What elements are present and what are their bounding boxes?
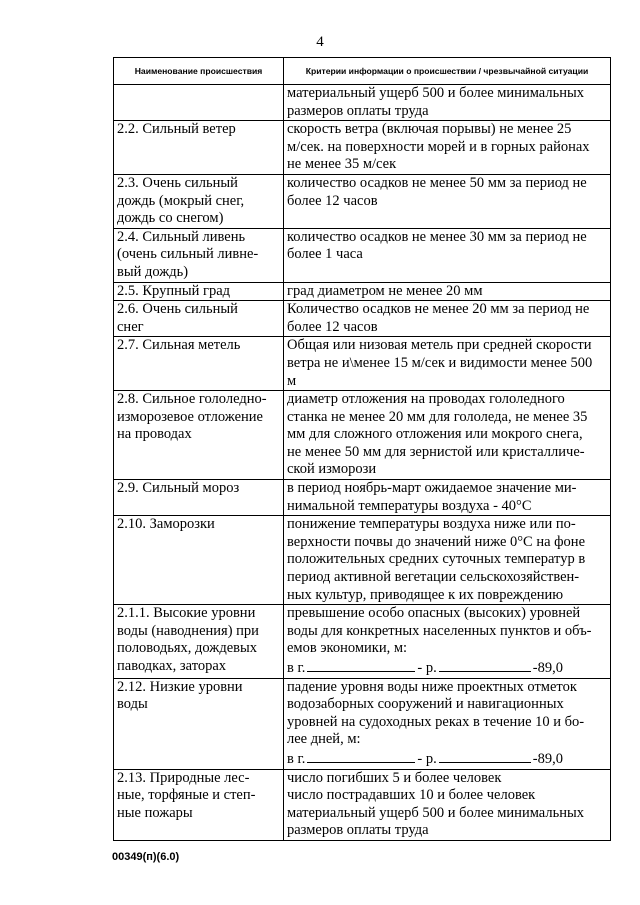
document-code: 00349(п)(6.0)	[112, 851, 180, 863]
incident-name-line: 2.7. Сильная метель	[117, 337, 241, 354]
criteria-cell	[284, 121, 611, 175]
city-blank	[307, 658, 415, 672]
criteria-cell	[284, 301, 611, 337]
table-row	[114, 174, 611, 228]
criteria-line: уровней на судоходных реках в течение 10 и бо-	[287, 713, 585, 730]
incident-name-line: половодьях, дождевых	[117, 640, 257, 657]
criteria-line: воды для конкретных населенных пунктов и объ-	[287, 622, 592, 639]
criteria-line: количество осадков не менее 30 мм за период не	[287, 228, 587, 245]
criteria-line: размеров оплаты труда	[287, 102, 429, 119]
criteria-line: ской изморози	[287, 461, 377, 478]
criteria-cell	[284, 678, 611, 769]
criteria-line: м	[287, 372, 297, 389]
criteria-line: емов экономики, м:	[287, 640, 408, 657]
criteria-line: ветра не и\менее 15 м/сек и видимости менее 500	[287, 354, 593, 371]
criteria-line: град диаметром не менее 20 мм	[287, 282, 483, 299]
criteria-line: число погибших 5 и более человек	[287, 769, 502, 786]
incident-name-line: дождь со снегом)	[117, 210, 224, 227]
criteria-line: материальный ущерб 500 и более минимальных	[287, 804, 584, 821]
criteria-cell	[284, 174, 611, 228]
criteria-line: не менее 50 мм для зернистой или кристалличе-	[287, 443, 585, 460]
incident-name-line: 2.6. Очень сильный	[117, 301, 238, 318]
criteria-line: превышение особо опасных (высоких) уровней	[287, 605, 581, 622]
table-row	[114, 301, 611, 337]
header-criteria: Критерии информации о происшествии / чрезвычайной ситуации	[284, 58, 611, 85]
criteria-line: станка не менее 20 мм для гололеда, не менее 35	[287, 408, 588, 425]
table-row	[114, 605, 611, 678]
criteria-cell	[284, 480, 611, 516]
criteria-line: лее дней, м:	[287, 731, 361, 748]
incident-name-line: 2.13. Природные лес-	[117, 769, 250, 786]
incident-name-cell	[114, 516, 284, 605]
criteria-line: количество осадков не менее 50 мм за период не	[287, 174, 587, 191]
criteria-line: более 12 часов	[287, 192, 378, 209]
incident-name-line: воды (наводнения) при	[117, 622, 259, 639]
criteria-line: Количество осадков не менее 20 мм за период не	[287, 301, 590, 318]
criteria-line: нимальной температуры воздуха - 40°С	[287, 497, 532, 514]
incident-name-line: 2.3. Очень сильный	[117, 174, 238, 191]
incident-name-line: снег	[117, 318, 144, 335]
city-label: в г.	[287, 660, 306, 676]
criteria-line: мм для сложного отложения или мокрого снега,	[287, 426, 583, 443]
incident-name-line: ные пожары	[117, 804, 193, 821]
incident-name-line: 2.4. Сильный ливень	[117, 228, 246, 245]
criteria-line: водозаборных сооружений и навигационных	[287, 696, 564, 713]
incident-name-cell	[114, 769, 284, 840]
incident-name-cell	[114, 121, 284, 175]
criteria-cell	[284, 337, 611, 391]
incident-name-cell	[114, 228, 284, 282]
criteria-line: верхности почвы до значений ниже 0°С на фоне	[287, 533, 586, 550]
criteria-line: диаметр отложения на проводах гололедного	[287, 391, 565, 408]
header-incident-name: Наименование происшествия	[114, 58, 284, 85]
criteria-line: размеров оплаты труда	[287, 822, 429, 839]
incident-name-line: 2.8. Сильное гололедно-	[117, 391, 267, 408]
table-row	[114, 85, 611, 121]
incident-name-cell	[114, 605, 284, 678]
incident-name-line: паводках, заторах	[117, 658, 227, 674]
level-value: -89,0	[532, 750, 563, 767]
criteria-cell	[284, 605, 611, 678]
criteria-line: понижение температуры воздуха ниже или по-	[287, 516, 576, 533]
incident-name-line: 2.10. Заморозки	[117, 516, 215, 533]
criteria-line: скорость ветра (включая порывы) не менее 25	[287, 121, 572, 138]
river-label: - р.	[417, 750, 437, 767]
criteria-line: в период ноябрь-март ожидаемое значение ми-	[287, 480, 577, 497]
table-row	[114, 678, 611, 769]
criteria-line: материальный ущерб 500 и более минимальных	[287, 85, 584, 101]
criteria-cell	[284, 282, 611, 301]
incident-name-line: 2.2. Сильный ветер	[117, 121, 236, 138]
criteria-line: м/сек. на поверхности морей и в горных районах	[287, 138, 590, 155]
incident-name-line: вый дождь)	[117, 263, 189, 280]
incident-name-line: (очень сильный ливне-	[117, 246, 259, 263]
incident-name-cell	[114, 85, 284, 121]
table-row	[114, 121, 611, 175]
city-label: в г.	[287, 750, 306, 767]
criteria-cell	[284, 85, 611, 121]
incident-name-cell	[114, 678, 284, 769]
river-blank	[439, 749, 531, 763]
incident-name-line: дождь (мокрый снег,	[117, 192, 245, 209]
table-row	[114, 516, 611, 605]
water-level-fill-line	[287, 658, 607, 678]
table-row	[114, 282, 611, 301]
table-row	[114, 769, 611, 840]
criteria-line: положительных средних суточных температур в	[287, 551, 586, 568]
incident-name-cell	[114, 282, 284, 301]
table-body	[114, 85, 611, 841]
incident-name-cell	[114, 480, 284, 516]
criteria-line: более 12 часов	[287, 318, 378, 335]
criteria-line: период активной вегетации сельскохозяйствен-	[287, 569, 580, 586]
incident-name-cell	[114, 337, 284, 391]
criteria-cell	[284, 391, 611, 480]
criteria-cell	[284, 769, 611, 840]
incident-name-line: 2.1.1. Высокие уровни	[117, 605, 256, 622]
river-label: - р.	[417, 660, 437, 676]
criteria-cell	[284, 516, 611, 605]
incident-name-line: 2.9. Сильный мороз	[117, 480, 240, 497]
incident-name-line: воды	[117, 696, 148, 713]
table-row	[114, 337, 611, 391]
table-row	[114, 391, 611, 480]
incident-name-line: 2.12. Низкие уровни	[117, 678, 243, 695]
page-number: 4	[316, 34, 324, 50]
criteria-line: падение уровня воды ниже проектных отметок	[287, 678, 577, 695]
criteria-line: не менее 35 м/сек	[287, 156, 397, 173]
criteria-cell	[284, 228, 611, 282]
river-blank	[439, 658, 531, 672]
table-row	[114, 228, 611, 282]
level-value: -89,0	[532, 660, 563, 676]
table-header-row	[114, 58, 611, 85]
criteria-line: число пострадавших 10 и более человек	[287, 787, 536, 804]
incident-name-line: изморозевое отложение	[117, 408, 263, 425]
criteria-line: более 1 часа	[287, 246, 363, 263]
water-level-fill-line	[287, 749, 607, 769]
incident-name-cell	[114, 174, 284, 228]
city-blank	[307, 749, 415, 763]
criteria-table	[113, 57, 611, 841]
criteria-line: Общая или низовая метель при средней скорости	[287, 337, 592, 354]
incident-name-line: 2.5. Крупный град	[117, 282, 231, 299]
incident-name-cell	[114, 301, 284, 337]
incident-name-line: на проводах	[117, 426, 192, 443]
criteria-line: ных культур, приводящее к их повреждению	[287, 586, 564, 603]
table-row	[114, 480, 611, 516]
incident-name-line: ные, торфяные и степ-	[117, 787, 256, 804]
incident-name-cell	[114, 391, 284, 480]
